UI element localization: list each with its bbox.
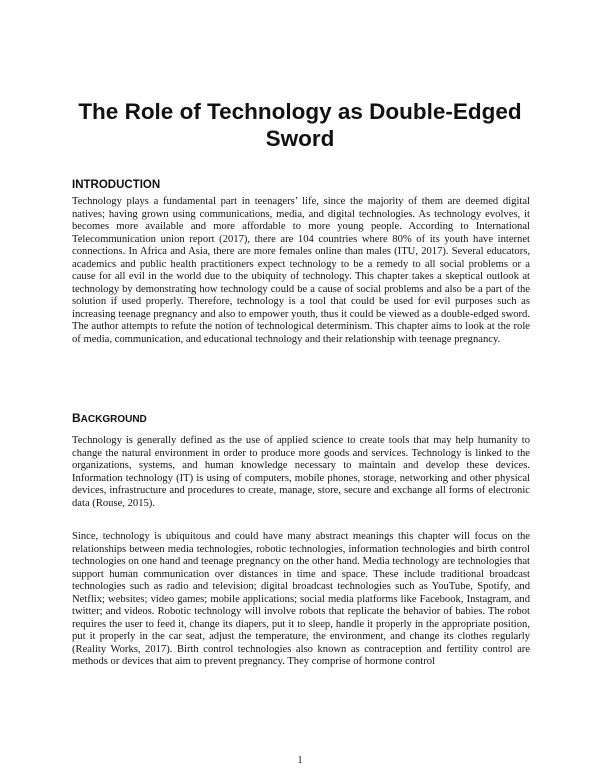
section-heading-background xyxy=(72,412,147,426)
introduction-paragraph: Technology plays a fundamental part in teenagers’ life, since the majority of them are deemed digital natives; having grown using communications, media, and digital technologies. As technology evolves, it becomes more available and more affordable to more young people. According to International Telecommunication union report (2017), there are 104 countries where 80% of its youth have internet connections. In Africa and Asia, there are more females online than males (ITU, 2017). Several educators, academics and public health practitioners expect technology to be a remedy to all social problems or a cause for all evil in the world due to the ubiquity of technology. This chapter takes a skeptical outlook at technology by demonstrating how technology could be a cause of social problems and also be a part of the solution if used properly. Therefore, technology is a tool that could be used for evil purposes such as increasing teenage pregnancy and also to empower youth, thus it could be viewed as a double-edged sword. The author attempts to refute the notion of technological determinism. This chapter aims to look at the role of media, communication, and educational technology and their relationship with teenage pregnancy. xyxy=(72,196,530,345)
document-title: The Role of Technology as Double-Edged Sword xyxy=(78,99,522,151)
section-heading-introduction: INTRODUCTION xyxy=(72,179,161,191)
page-number: 1 xyxy=(297,755,303,766)
heading-first-letter: B xyxy=(72,411,81,425)
heading-rest: ACKGROUND xyxy=(80,414,147,425)
background-paragraph-1: Technology is generally defined as the use of applied science to create tools that may help humanity to change the natural environment in order to produce more goods and services. Technology is linked to the organizations, systems, and human knowledge necessary to maintain and develop these devices. Information technology (IT) is using of computers, mobile phones, storage, networking and other physical devices, infrastructure and procedures to create, manage, store, secure and exchange all forms of electronic data (Rouse, 2015). xyxy=(72,435,530,509)
background-paragraph-2: Since, technology is ubiquitous and could have many abstract meanings this chapter will focus on the relationships between media technologies, robotic technologies, information technologies and birth control technologies on one hand and teenage pregnancy on the other hand. Media technology are technologies that support human communication over distances in time and space. These include traditional broadcast technologies such as radio and television; digital broadcast technologies such as YouTube, Spotify, and Netflix; websites; video games; mobile applications; social media platforms like Facebook, Instagram, and twitter; and videos. Robotic technology will involve robots that replicate the behavior of babies. The robot requires the user to feed it, change its diapers, put it to sleep, handle it properly in the appropriate position, put it properly in the car seat, adjust the temperature, the environment, and change its clothes regularly (Reality Works, 2017). Birth control technologies also known as contraception and fertility control are methods or devices that aim to prevent pregnancy. They comprise of hormone control xyxy=(72,531,530,667)
